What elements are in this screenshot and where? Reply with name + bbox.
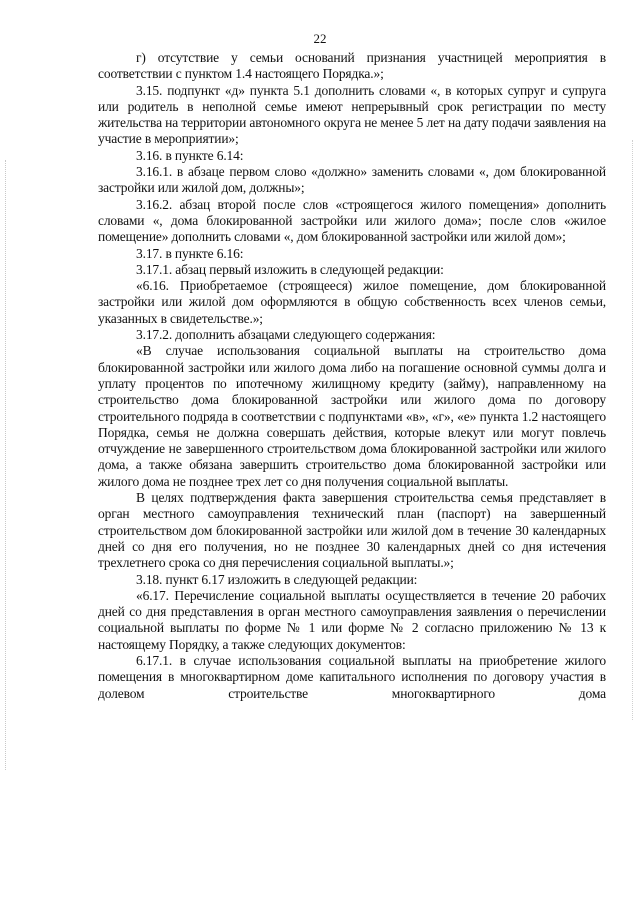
paragraph: 3.17.1. абзац первый изложить в следующей редакции: xyxy=(136,261,444,277)
paragraph: 3.16.2. абзац второй после слов «строящегося жилого помещения» дополнить словами «, дома блокированной застройки или жилого дома»; после слов «жилое помещение» дополнить словами «, дом блокированной застройки или жилой дом»; xyxy=(98,196,606,245)
paragraph: 6.17.1. в случае использования социальной выплаты на приобретение жилого помещения в многоквартирном доме капитального исполнения по договору участия в долевом строительстве многоквартирного дома xyxy=(98,652,606,701)
paragraph: «6.16. Приобретаемое (строящееся) жилое помещение, дом блокированной застройки или жилой дом оформляются в общую собственность всех членов семьи, указанных в свидетельстве.»; xyxy=(98,278,606,326)
paragraph: В целях подтверждения факта завершения строительства семья представляет в орган местного самоуправления технический план (паспорт) на завершенный строительством дом блокированной застройки или жилой дом в течение 30 календарных дней со дня его получения, но не позднее 30 календарных дней со дня истечения трехлетнего срока со дня перечисления социальной выплаты.»; xyxy=(98,490,606,571)
paragraph: «В случае использования социальной выплаты на строительство дома блокированной застройки или жилого дома либо на погашение основной суммы долга и уплату процентов по ипотечному жилищному кредиту (займу), направленному на строительство дома блокированной застройки или жилого дома по договору строительного подряда в соответствии с подпунктами «в», «г», «е» пункта 1.2 настоящего Порядка, семья не должна совершать действия, которые влекут или могут повлечь отчуждение не завершенного строительством дома блокированной застройки или жилого дома, а также обязана завершить строительство дома блокированной застройки или жилого дома не позднее трех лет со дня получения социальной выплаты. xyxy=(98,343,606,489)
scan-edge-left xyxy=(5,160,7,770)
paragraph: 3.16. в пункте 6.14: xyxy=(136,147,244,163)
paragraph: 3.15. подпункт «д» пункта 5.1 дополнить словами «, в которых супруг и супруга или родитель в неполной семье имеют непрерывный срок регистрации по месту жительства на территории автономного округа не менее 5 лет на дату подачи заявления на участие в мероприятии»; xyxy=(98,82,606,147)
paragraph: «6.17. Перечисление социальной выплаты осуществляется в течение 20 рабочих дней со дня представления в орган местного самоуправления заявления о перечислении социальной выплаты по форме № 1 или форме № 2 согласно приложению № 13 к настоящему Порядку, а также следующих документов: xyxy=(98,587,606,652)
paragraph: г) отсутствие у семьи оснований признания участницей мероприятия в соответствии с пунктом 1.4 настоящего Порядка.»; xyxy=(98,50,606,82)
page-number: 22 xyxy=(313,31,327,46)
paragraph: 3.18. пункт 6.17 изложить в следующей редакции: xyxy=(136,571,418,587)
paragraph: 3.17. в пункте 6.16: xyxy=(136,245,244,261)
document-body xyxy=(98,50,606,702)
paragraph: 3.16.1. в абзаце первом слово «должно» заменить словами «, дом блокированной застройки или жилой дом, должны»; xyxy=(98,164,606,196)
scan-edge-right xyxy=(632,140,634,720)
paragraph: 3.17.2. дополнить абзацами следующего содержания: xyxy=(136,327,436,343)
